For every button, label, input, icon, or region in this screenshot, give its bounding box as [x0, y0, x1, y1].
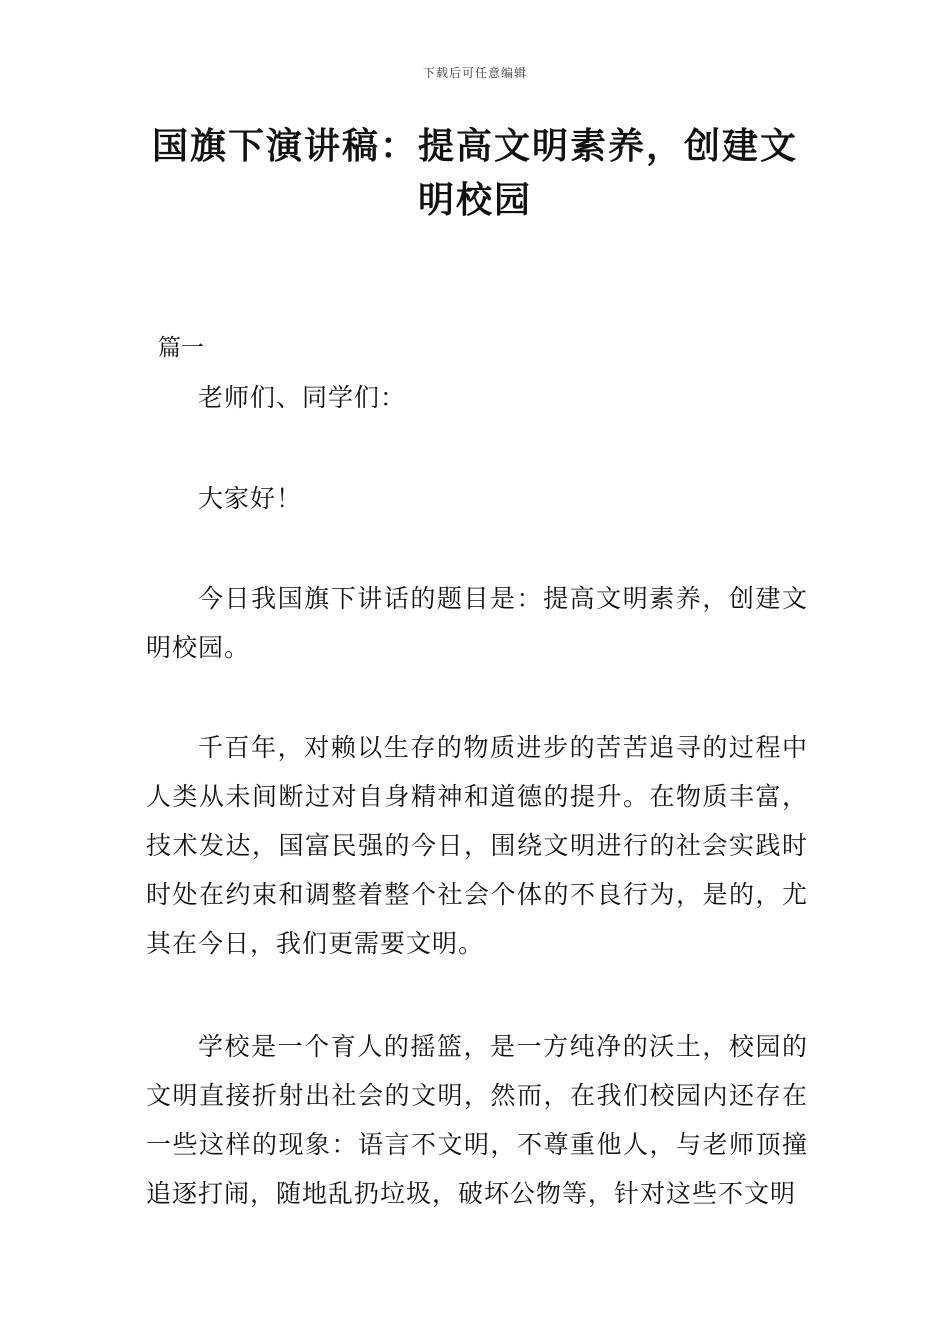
paragraph-body: 千百年，对赖以生存的物质进步的苦苦追寻的过程中人类从未间断过对自身精神和道德的提升。在物质丰富，技术发达，国富民强的今日，围绕文明进行的社会实践时时处在约束和调整着整个社会个体的不良行为，是的，尤其在今日，我们更需要文明。 — [146, 733, 808, 958]
paragraph-greeting: 大家好！ — [198, 484, 303, 513]
paragraph-salutation: 老师们、同学们： — [198, 383, 407, 412]
paragraph-body: 学校是一个育人的摇篮，是一方纯净的沃土，校园的文明直接折射出社会的文明，然而，在我们校园内还存在一些这样的现象：语言不文明，不尊重他人，与老师顶撞追逐打闹，随地乱扔垃圾，破坏公物等，针对这些不文明 — [146, 1032, 808, 1208]
paragraph-topic: 今日我国旗下讲话的题目是：提高文明素养，创建文明校园。 — [146, 584, 808, 662]
header-note: 下载后可任意编辑 — [422, 66, 527, 80]
section-label: 篇一 — [158, 335, 204, 361]
document-title: 国旗下演讲稿：提高文明素养，创建文明校园 — [151, 126, 798, 221]
